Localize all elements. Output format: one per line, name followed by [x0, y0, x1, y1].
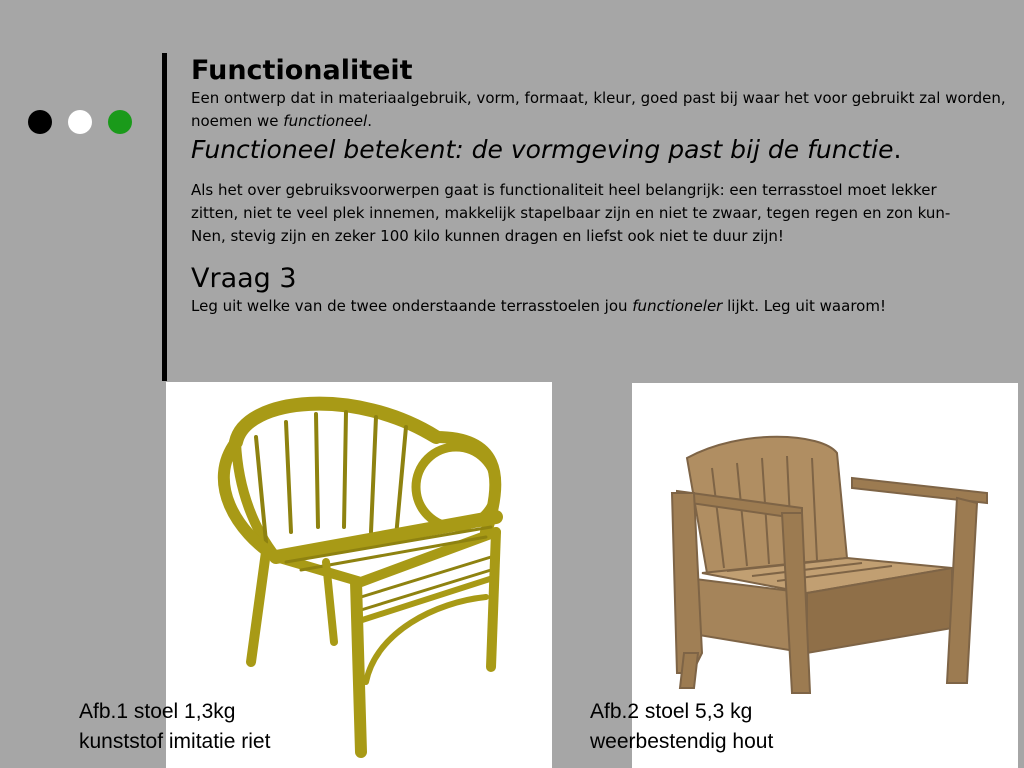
paragraph-line-3: Nen, stevig zijn en zeker 100 kilo kunnen dragen en liefst ook niet te duur zijn!	[191, 227, 784, 245]
caption-image-1	[79, 697, 270, 757]
definition-end: .	[893, 135, 902, 164]
question-text	[191, 295, 1011, 318]
green-dot	[108, 110, 132, 134]
question-title: Vraag 3	[191, 263, 297, 294]
caption-1-line-1: Afb.1 stoel 1,3kg	[79, 700, 236, 723]
caption-2-line-1: Afb.2 stoel 5,3 kg	[590, 700, 753, 723]
caption-image-2	[590, 697, 773, 757]
vertical-divider	[162, 53, 167, 381]
intro-text-end: .	[367, 112, 372, 130]
intro-emphasis: functioneel	[283, 112, 368, 130]
caption-1-line-2: kunststof imitatie riet	[79, 730, 271, 753]
intro-text	[191, 87, 1011, 133]
definition-text	[191, 133, 1011, 166]
intro-text-part1: Een ontwerp dat in materiaalgebruik, vorm, formaat, kleur, goed past bij waar het voor gebruikt zal worden, noemen we	[191, 89, 1006, 130]
page-title: Functionaliteit	[191, 55, 413, 86]
definition-main: Functioneel betekent: de vormgeving past bij de functie	[191, 135, 894, 164]
caption-2-line-2: weerbestendig hout	[590, 730, 774, 753]
white-dot	[68, 110, 92, 134]
question-part1: Leg uit welke van de twee onderstaande terrasstoelen jou	[191, 297, 633, 315]
paragraph-line-1: Als het over gebruiksvoorwerpen gaat is functionaliteit heel belangrijk: een terrasstoel moet lekker	[191, 181, 937, 199]
slide-content	[191, 55, 1011, 318]
paragraph-line-2: zitten, niet te veel plek innemen, makkelijk stapelbaar zijn en niet te zwaar, tegen regen en zon kun-	[191, 204, 951, 222]
question-part2: lijkt. Leg uit waarom!	[722, 297, 886, 315]
question-emphasis: functioneler	[632, 297, 723, 315]
black-dot	[28, 110, 52, 134]
